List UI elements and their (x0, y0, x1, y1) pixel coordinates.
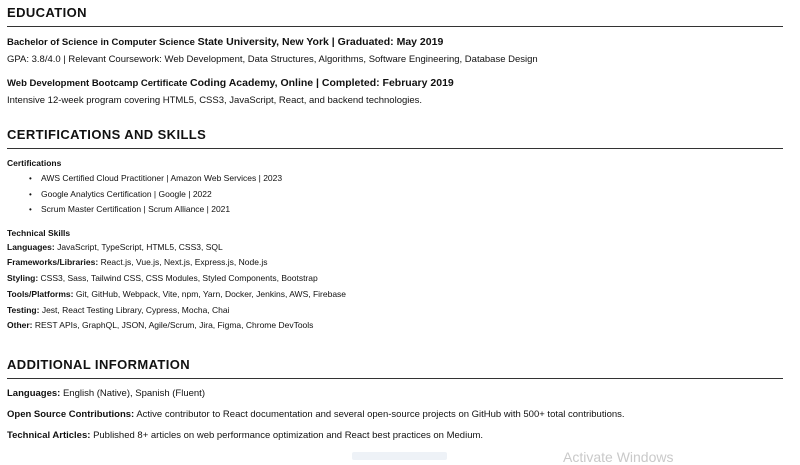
skill-row: Frameworks/Libraries: React.js, Vue.js, Next.js, Express.js, Node.js (7, 257, 268, 268)
degree-name: Bachelor of Science in Computer Science (7, 37, 195, 48)
certs-skills-divider (7, 148, 783, 149)
institution-line: Coding Academy, Online | Completed: February 2019 (190, 77, 454, 89)
additional-title: ADDITIONAL INFORMATION (7, 357, 191, 372)
certifications-heading: Certifications (7, 158, 62, 168)
skill-row: Testing: Jest, React Testing Library, Cypress, Mocha, Chai (7, 304, 230, 315)
list-item: • AWS Certified Cloud Practitioner | Amazon Web Services | 2023 (29, 171, 783, 187)
education-divider (7, 26, 783, 27)
activate-windows-watermark: Activate Windows (563, 449, 674, 465)
degree-name: Web Development Bootcamp Certificate (7, 78, 188, 89)
education-detail: GPA: 3.8/4.0 | Relevant Coursework: Web Development, Data Structures, Algorithms, Software Engineering, Database Design (7, 54, 538, 65)
education-detail: Intensive 12-week program covering HTML5, CSS3, JavaScript, React, and backend technologies. (7, 95, 423, 106)
skill-row: Styling: CSS3, Sass, Tailwind CSS, CSS Modules, Styled Components, Bootstrap (7, 273, 318, 284)
list-item: • Scrum Master Certification | Scrum Alliance | 2021 (29, 202, 783, 218)
skill-row: Tools/Platforms: Git, GitHub, Webpack, Vite, npm, Yarn, Docker, Jenkins, AWS, Firebase (7, 288, 347, 299)
technical-skills-heading: Technical Skills (7, 227, 71, 238)
info-row: Languages: English (Native), Spanish (Fluent) (7, 388, 205, 399)
certifications-list (7, 171, 783, 218)
education-section (7, 4, 783, 107)
skill-row: Languages: JavaScript, TypeScript, HTML5, CSS3, SQL (7, 241, 223, 252)
certs-skills-section (7, 126, 783, 334)
skills-list (7, 240, 783, 335)
additional-divider (7, 378, 783, 379)
education-entry (7, 77, 783, 107)
partial-overlay-bar (352, 452, 447, 460)
certs-skills-title: CERTIFICATIONS AND SKILLS (7, 127, 207, 142)
info-row: Open Source Contributions: Active contributor to React documentation and several open-source projects on GitHub with 500+ total contributions. (7, 409, 625, 420)
info-row: Technical Articles: Published 8+ articles on web performance optimization and React best practices on Medium. (7, 430, 484, 441)
skill-row: Other: REST APIs, GraphQL, JSON, Agile/Scrum, Jira, Figma, Chrome DevTools (7, 320, 314, 331)
list-item: • Google Analytics Certification | Google | 2022 (29, 187, 783, 203)
additional-section (7, 356, 783, 442)
institution-line: State University, New York | Graduated: May 2019 (197, 36, 444, 48)
education-entry (7, 36, 783, 66)
education-title: EDUCATION (7, 5, 87, 20)
